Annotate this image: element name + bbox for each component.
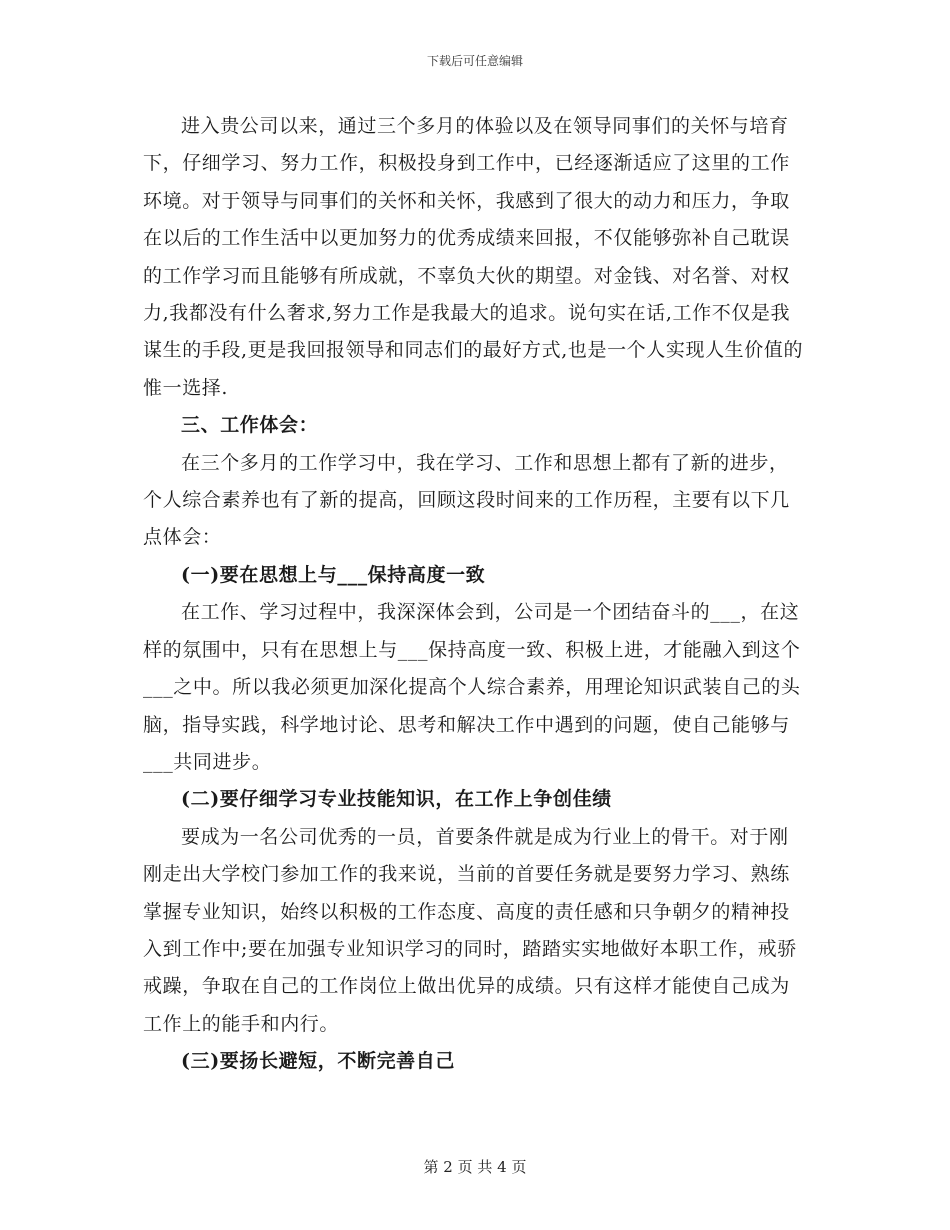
paragraph-thinking: 在工作、学习过程中，我深深体会到，公司是一个团结奋斗的___，在这样的氛围中，只有在思想上与___保持高度一致、积极上进，才能融入到这个___之中。所以我必须更加深化提高个人综合素养，用理论知识武装自己的头脑，指导实践，科学地讨论、思考和解决工作中遇到的问题，使自己能够与___共同进步。 (143, 601, 801, 773)
document-body (143, 108, 807, 1081)
paragraph-skills: 要成为一名公司优秀的一员，首要条件就是成为行业上的骨干。对于刚刚走出大学校门参加工作的我来说，当前的首要任务就是要努力学习、熟练掌握专业知识，始终以积极的工作态度、高度的责任感和只争朝夕的精神投入到工作中;要在加强专业知识学习的同时，踏踏实实地做好本职工作，戒骄戒躁，争取在自己的工作岗位上做出优异的成绩。只有这样才能使自己成为工作上的能手和内行。 (143, 825, 797, 1035)
subheading-1: (一)要在思想上与___保持高度一致 (181, 563, 486, 586)
page-footer: 第 2 页 共 4 页 (423, 1158, 527, 1176)
paragraph-intro: 进入贵公司以来，通过三个多月的体验以及在领导同事们的关怀与培育下，仔细学习、努力工作，积极投身到工作中，已经逐渐适应了这里的工作环境。对于领导与同事们的关怀和关怀，我感到了很大的动力和压力，争取在以后的工作生活中以更加努力的优秀成绩来回报，不仅能够弥补自己耽误的工作学习而且能够有所成就，不辜负大伙的期望。对金钱、对名誉、对权力,我都没有什么奢求,努力工作是我最大的追求。说句实在话,工作不仅是我谋生的手段,更是我回报领导和同志们的最好方式,也是一个人实现人生价值的惟一选择. (143, 115, 804, 399)
page-header: 下载后可任意编辑 (426, 54, 523, 68)
paragraph-experience: 在三个多月的工作学习中，我在学习、工作和思想上都有了新的进步，个人综合素养也有了新的提高，回顾这段时间来的工作历程，主要有以下几点体会： (143, 451, 790, 549)
section-heading-3: 三、工作体会： (181, 414, 319, 437)
subheading-3: (三)要扬长避短，不断完善自己 (181, 1050, 455, 1073)
subheading-2: (二)要仔细学习专业技能知识，在工作上争创佳绩 (181, 788, 612, 811)
